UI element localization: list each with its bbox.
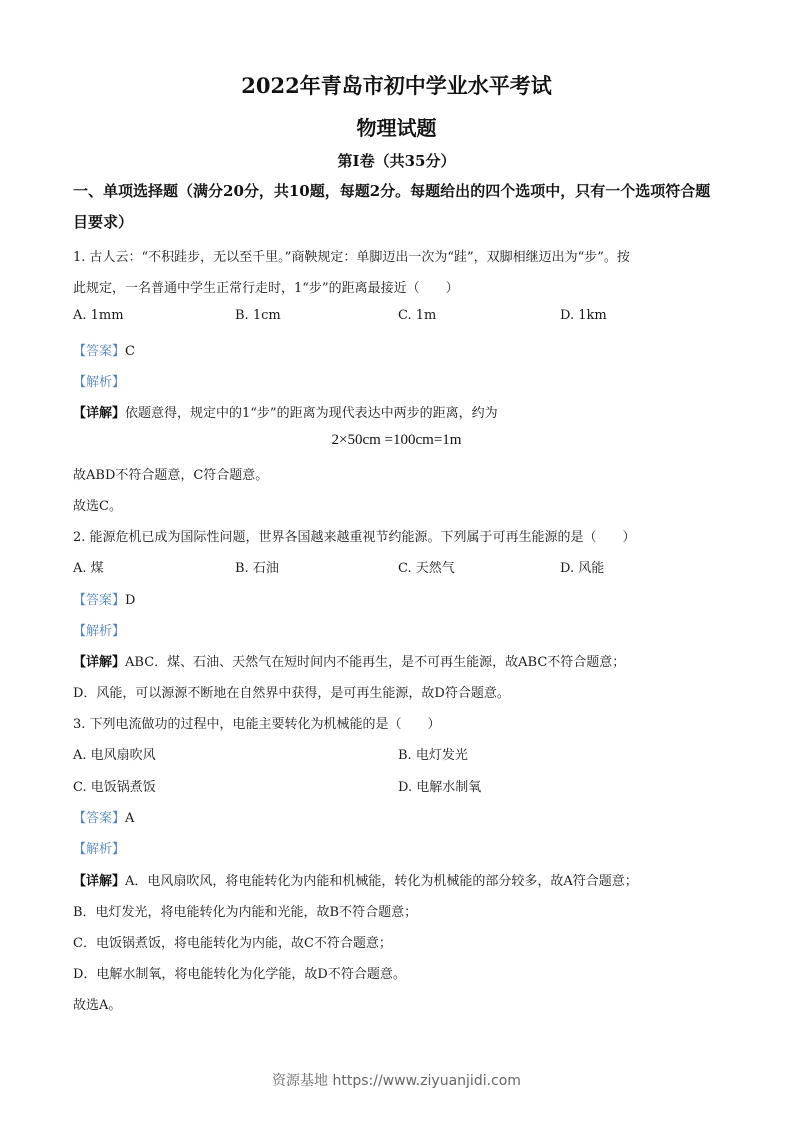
answer-label: 【答案】 xyxy=(73,811,126,826)
answer-label: 【答案】 xyxy=(73,344,126,359)
question-3-option-b: B. 电灯发光 xyxy=(398,748,468,763)
question-1-conclusion-2: 故选C。 xyxy=(73,499,122,514)
question-1-stem-line-2: 此规定，一名普通中学生正常行走时，1“步”的距离最接近（ ） xyxy=(73,281,459,296)
answer-value: A xyxy=(125,811,135,826)
answer-value: D xyxy=(125,593,136,608)
question-1-analysis xyxy=(73,371,125,390)
question-3-detail-3: C．电饭锅煮饭，将电能转化为内能，故C不符合题意； xyxy=(73,936,392,951)
question-3-detail-2: B．电灯发光，将电能转化为内能和光能，故B不符合题意； xyxy=(73,905,418,920)
question-3-option-a: A. 电风扇吹风 xyxy=(73,748,156,763)
question-3-conclusion: 故选A。 xyxy=(73,998,122,1013)
analysis-label: 【解析】 xyxy=(73,375,126,390)
detail-label: 【详解】 xyxy=(73,874,126,889)
question-2-option-a: A. 煤 xyxy=(73,561,104,576)
question-2-detail-2: D．风能，可以源源不断地在自然界中获得，是可再生能源，故D符合题意。 xyxy=(73,686,510,701)
question-2-stem: 2. 能源危机已成为国际性问题，世界各国越来越重视节约能源。下列属于可再生能源的是（ ） xyxy=(73,530,636,545)
question-1-option-a: A. 1mm xyxy=(73,308,124,323)
question-1-detail xyxy=(73,402,498,421)
detail-text: ABC．煤、石油、天然气在短时间内不能再生，是不可再生能源，故ABC不符合题意； xyxy=(125,655,626,670)
part-title: 第I卷（共35分） xyxy=(337,152,456,170)
section-heading: 一、单项选择题（满分20分，共10题，每题2分。每题给出的四个选项中，只有一个选项符合题目要求） xyxy=(73,182,711,231)
question-3-stem: 3. 下列电流做功的过程中，电能主要转化为机械能的是（ ） xyxy=(73,717,441,732)
question-1-option-c: C. 1m xyxy=(398,308,437,323)
question-1-option-b: B. 1cm xyxy=(235,308,281,323)
question-1-stem-line-1: 1. 古人云：“不积跬步，无以至千里。”商鞅规定：单脚迈出一次为“跬”，双脚相继迈出为“步”。按 xyxy=(73,250,630,265)
question-2-analysis xyxy=(73,620,125,639)
question-1-answer xyxy=(73,340,135,359)
question-1-option-d: D. 1km xyxy=(560,308,607,323)
question-2-option-c: C. 天然气 xyxy=(398,561,455,576)
question-1-formula: 2×50cm =100cm=1m xyxy=(331,432,462,448)
question-3-option-d: D. 电解水制氧 xyxy=(398,780,482,795)
detail-label: 【详解】 xyxy=(73,655,126,670)
detail-label: 【详解】 xyxy=(73,406,126,421)
watermark-footer: 资源基地 https://www.ziyuanjidi.com xyxy=(272,1073,521,1089)
detail-text: A．电风扇吹风，将电能转化为内能和机械能，转化为机械能的部分较多，故A符合题意； xyxy=(125,874,638,889)
question-3-answer xyxy=(73,807,134,826)
exam-title: 2022年青岛市初中学业水平考试 xyxy=(241,73,552,98)
question-3-analysis xyxy=(73,838,125,857)
answer-label: 【答案】 xyxy=(73,593,126,608)
analysis-label: 【解析】 xyxy=(73,842,126,857)
question-2-option-d: D. 风能 xyxy=(560,561,605,576)
analysis-label: 【解析】 xyxy=(73,624,126,639)
answer-value: C xyxy=(125,344,135,359)
question-3-detail-1 xyxy=(73,870,638,889)
subject-title: 物理试题 xyxy=(356,116,437,140)
question-2-option-b: B. 石油 xyxy=(235,561,279,576)
question-1-conclusion-1: 故ABD不符合题意，C符合题意。 xyxy=(73,468,269,483)
detail-text: 依题意得，规定中的1“步”的距离为现代表达中两步的距离，约为 xyxy=(125,406,498,421)
question-3-detail-4: D．电解水制氧，将电能转化为化学能，故D不符合题意。 xyxy=(73,967,406,982)
question-2-answer xyxy=(73,589,135,608)
question-2-detail-1 xyxy=(73,651,625,670)
question-3-option-c: C. 电饭锅煮饭 xyxy=(73,780,156,795)
